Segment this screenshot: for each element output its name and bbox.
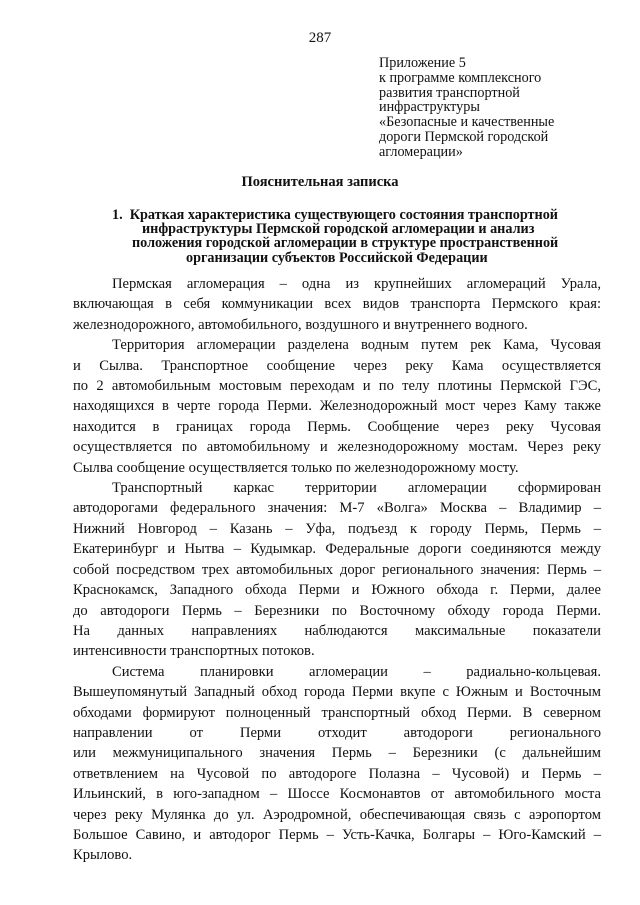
- text-line: ответвлением на Чусовой по автодороге Полазна – Чусовой) и Пермь –: [73, 765, 601, 782]
- appendix-line: развития транспортной: [379, 84, 520, 101]
- section-heading: [112, 208, 612, 265]
- text-line: Система планировки агломерации – радиально-кольцевая.: [112, 663, 601, 680]
- paragraph: [73, 335, 601, 478]
- appendix-line: инфраструктуры: [379, 99, 480, 116]
- section-heading-line: инфраструктуры Пермской городской агломерации и анализ: [142, 221, 535, 238]
- text-line: находящихся в черте города Перми. Железнодорожный мост через Каму также: [73, 398, 601, 415]
- text-line: автодорогами федерального значения: М-7 «Волга» Москва – Владимир –: [73, 500, 601, 517]
- text-line: На данных направлениях наблюдаются максимальные показатели: [73, 622, 601, 639]
- section-heading-text: Краткая характеристика существующего состояния транспортной: [129, 207, 558, 223]
- text-line: направлении от Перми отходит автодороги регионального: [73, 724, 601, 741]
- text-line: Сылва сообщение осуществляется только по железнодорожному мосту.: [73, 459, 519, 476]
- text-line: обходами формируют полноценный транспортный обход Перми. В северном: [73, 704, 601, 721]
- text-line: Большое Савино, и автодорог Пермь – Усть-Качка, Болгары – Юго-Камский –: [73, 826, 601, 843]
- paragraph: [73, 478, 601, 662]
- appendix-line: агломерации»: [379, 143, 463, 160]
- body-text: [73, 274, 601, 866]
- paragraph: [73, 662, 601, 866]
- appendix-line: дороги Пермской городской: [379, 128, 549, 145]
- text-line: интенсивности транспортных потоков.: [73, 643, 315, 660]
- text-line: Екатеринбург и Нытва – Кудымкар. Федеральные дороги соединяются между: [73, 541, 601, 558]
- text-line: Ильинский, в юго-западном – Шоссе Космонавтов от автомобильного моста: [73, 786, 601, 803]
- text-line: Территория агломерации разделена водным путем рек Кама, Чусовая: [112, 337, 601, 354]
- section-heading-line: положения городской агломерации в структуре пространственной: [132, 235, 559, 252]
- section-number: 1.: [112, 207, 123, 223]
- appendix-header: [379, 56, 619, 160]
- text-line: или межмуниципального значения Пермь – Березники (с дальнейшим: [73, 745, 601, 762]
- text-line: и Сылва. Транспортное сообщение через реку Кама осуществляется: [73, 357, 601, 374]
- text-line: осуществляется по автомобильному и железнодорожному мостам. Через реку: [73, 439, 601, 456]
- text-line: включающая в себя коммуникации всех видов транспорта Пермского края:: [73, 296, 601, 313]
- section-heading-line: организации субъектов Российской Федерации: [186, 249, 488, 266]
- document-title: Пояснительная записка: [241, 174, 399, 190]
- paragraph: [73, 274, 601, 335]
- page-number: 287: [308, 30, 332, 46]
- text-line: собой посредством трех автомобильных дорог регионального значения: Пермь –: [73, 561, 601, 578]
- text-line: железнодорожного, автомобильного, воздушного и внутреннего водного.: [73, 316, 528, 333]
- text-line: до автодороги Пермь – Березники по Восточному обходу города Перми.: [73, 602, 601, 619]
- text-line: находится в границах города Пермь. Сообщение через реку Чусовая: [73, 418, 601, 435]
- text-line: Пермская агломерация – одна из крупнейших агломераций Урала,: [112, 276, 601, 292]
- appendix-line: Приложение 5: [379, 55, 466, 71]
- text-line: Нижний Новгород – Казань – Уфа, подъезд к городу Пермь, Пермь –: [73, 520, 601, 537]
- appendix-line: к программе комплексного: [379, 69, 542, 86]
- text-line: через реку Мулянка до ул. Аэродромной, обеспечивающая связь с аэропортом: [73, 806, 601, 823]
- text-line: Вышеупомянутый Западный обход города Перми вкупе с Южным и Восточным: [73, 684, 601, 701]
- section-heading-line: [112, 208, 612, 222]
- appendix-line: «Безопасные и качественные: [379, 114, 555, 131]
- text-line: по 2 автомобильным мостовым переходам и по телу плотины Пермской ГЭС,: [73, 378, 601, 395]
- text-line: Транспортный каркас территории агломерации сформирован: [112, 480, 601, 497]
- text-line: Краснокамск, Западного обхода Перми и Южного обхода г. Перми, далее: [73, 582, 601, 599]
- text-line: Крылово.: [73, 847, 133, 864]
